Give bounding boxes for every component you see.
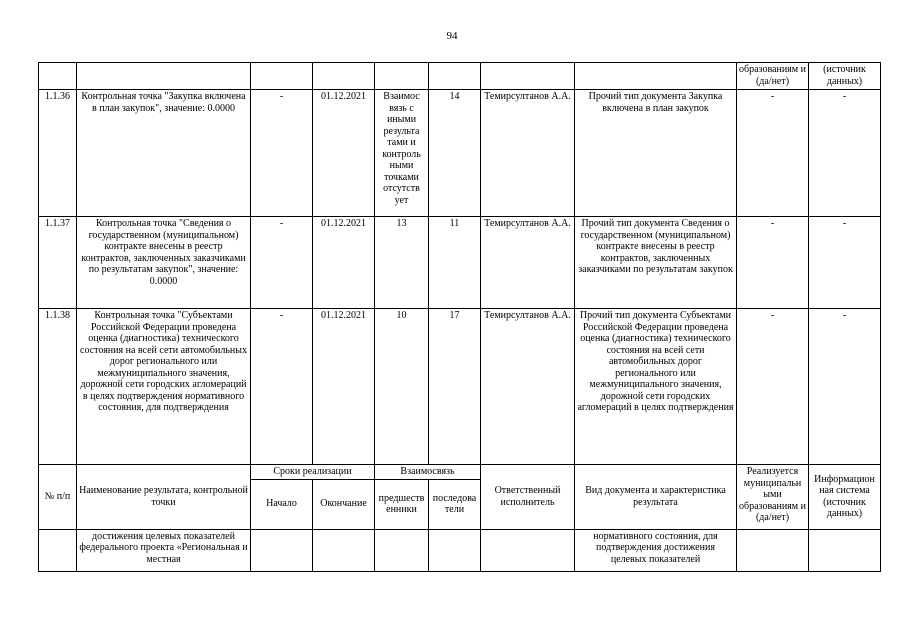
start-date: - [251, 309, 313, 465]
result-name: Контрольная точка "Сведения о государственном (муниципальном) контракте внесены в реестр контрактов, заключенных заказчиками по результатам закупок", значение: 0.0000 [77, 217, 251, 309]
info-system: - [809, 217, 881, 309]
header-start: Начало [251, 479, 313, 529]
empty-cell [251, 63, 313, 90]
empty-cell [77, 63, 251, 90]
row-number: 1.1.37 [39, 217, 77, 309]
header-mun: Реализуется муниципальн ыми образованиям и (да/нет) [737, 465, 809, 530]
row-number: 1.1.38 [39, 309, 77, 465]
table-row [39, 529, 881, 571]
info-system: - [809, 90, 881, 217]
result-name: Контрольная точка "Закупка включена в план закупок", значение: 0.0000 [77, 90, 251, 217]
header-info: Информацион ная система (источник данных) [809, 465, 881, 530]
document-type: Прочий тип документа Сведения о государственном (муниципальном) контракте внесены в реестр контрактов, заключенных заказчиками по результатам закупок [575, 217, 737, 309]
predecessors: 10 [375, 309, 429, 465]
municipal-flag: - [737, 309, 809, 465]
header-name: Наименование результата, контрольной точки [77, 465, 251, 530]
header-info-cont: (источник данных) [809, 63, 881, 90]
empty-cell [481, 63, 575, 90]
table-row [39, 217, 881, 309]
responsible: Темирсултанов А.А. [481, 217, 575, 309]
header-end: Окончание [313, 479, 375, 529]
responsible: Темирсултанов А.А. [481, 309, 575, 465]
header-num: № п/п [39, 465, 77, 530]
empty-cell [39, 529, 77, 571]
empty-cell [429, 529, 481, 571]
municipal-flag: - [737, 217, 809, 309]
empty-cell [375, 529, 429, 571]
responsible: Темирсултанов А.А. [481, 90, 575, 217]
end-date: 01.12.2021 [313, 309, 375, 465]
start-date: - [251, 217, 313, 309]
header-mun-cont: образованиям и (да/нет) [737, 63, 809, 90]
document-type: нормативного состояния, для подтверждения достижения целевых показателей [575, 529, 737, 571]
header-responsible: Ответственный исполнитель [481, 465, 575, 530]
row-number: 1.1.36 [39, 90, 77, 217]
table-row [39, 90, 881, 217]
page-number: 94 [446, 30, 458, 42]
empty-cell [375, 63, 429, 90]
table-row [39, 309, 881, 465]
continuation-header-row [39, 63, 881, 90]
header-row [39, 465, 881, 480]
header-relation: Взаимосвязь [375, 465, 481, 480]
start-date: - [251, 90, 313, 217]
header-deadlines: Сроки реализации [251, 465, 375, 480]
empty-cell [809, 529, 881, 571]
municipal-flag: - [737, 90, 809, 217]
end-date: 01.12.2021 [313, 217, 375, 309]
results-table [38, 62, 881, 572]
result-name: Контрольная точка "Субъектами Российской Федерации проведена оценка (диагностика) технического состояния на всей сети автомобильных дорог регионального или межмуниципального значения, дорожной сети городских агломераций в целях подтверждения нормативного состояния, для подтверждения [77, 309, 251, 465]
empty-cell [575, 63, 737, 90]
predecessors: 13 [375, 217, 429, 309]
result-name: достижения целевых показателей федерального проекта «Региональная и местная [77, 529, 251, 571]
predecessors: Взаимос вязь с иными результа тами и контроль ными точками отсутств ует [375, 90, 429, 217]
document-type: Прочий тип документа Закупка включена в план закупок [575, 90, 737, 217]
empty-cell [481, 529, 575, 571]
header-pred: предшеств енники [375, 479, 429, 529]
info-system: - [809, 309, 881, 465]
empty-cell [313, 529, 375, 571]
successors: 17 [429, 309, 481, 465]
successors: 11 [429, 217, 481, 309]
successors: 14 [429, 90, 481, 217]
empty-cell [737, 529, 809, 571]
end-date: 01.12.2021 [313, 90, 375, 217]
document-type: Прочий тип документа Субъектами Российской Федерации проведена оценка (диагностика) технического состояния на всей сети автомобильных дорог регионального или межмуниципального значения, дорожной сети городских агломераций в целях подтверждения [575, 309, 737, 465]
empty-cell [39, 63, 77, 90]
empty-cell [251, 529, 313, 571]
header-succ: последова тели [429, 479, 481, 529]
empty-cell [429, 63, 481, 90]
header-document: Вид документа и характеристика результата [575, 465, 737, 530]
empty-cell [313, 63, 375, 90]
